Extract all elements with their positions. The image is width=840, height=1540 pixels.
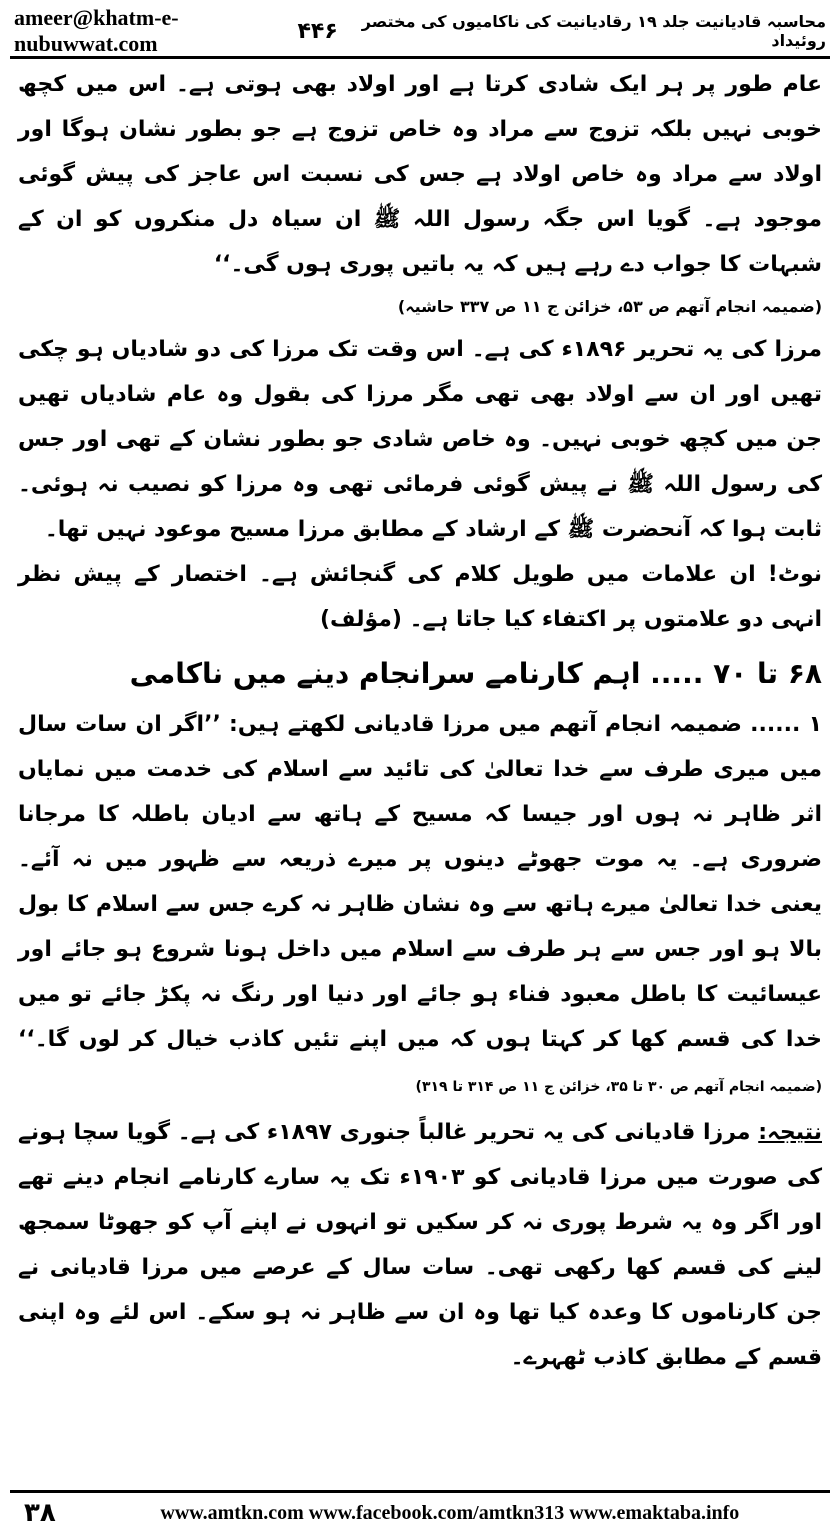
conclusion-text: مرزا قادیانی کی یہ تحریر غالباً جنوری ۱۸۹۷ء کی ہے۔ گویا سچا ہونے کی صورت میں مرزا قادیانی کو ۱۹۰۳ء تک یہ سارے کارنامے انجام دینے تھے اور اگر وہ یہ شرط پوری نہ کر سکیں تو انہوں نے اپنے آپ کو جھوٹا سمجھ لینے کی قسم کھا رکھی تھی۔ سات سال کے عرصے میں مرزا قادیانی نے جن کارناموں کا وعدہ کیا تھا وہ ان سے ظاہر نہ ہو سکے۔ اس لئے وہ اپنی قسم کے مطابق کاذب ٹھہرے۔ — [18, 1120, 822, 1370]
page-header — [14, 5, 826, 56]
footer-urls: www.amtkn.com www.facebook.com/amtkn313 www.emaktaba.info — [160, 1501, 740, 1524]
header-page-number: ۴۴۶ — [297, 18, 338, 44]
header-email: ameer@khatm-e-nubuwwat.com — [14, 5, 179, 56]
header-rule — [10, 56, 830, 59]
paragraph-2: مرزا کی یہ تحریر ۱۸۹۶ء کی ہے۔ اس وقت تک مرزا کی دو شادیاں ہو چکی تھیں اور ان سے اولاد بھی تھی مگر مرزا کی بقول وہ عام شادیاں تھیں جن میں کچھ خوبی نہیں۔ وہ خاص شادی جو بطور نشان کے تھی اور جس کی رسول اللہ ﷺ نے پیش گوئی فرمائی تھی وہ مرزا کو نصیب نہ ہوئی۔ ثابت ہوا کہ آنحضرت ﷺ کے ارشاد کے مطابق مرزا مسیح موعود نہیں تھا۔ — [18, 337, 822, 542]
note-paragraph: نوٹ! ان علامات میں طویل کلام کی گنجائش ہے۔ اختصار کے پیش نظر انہی دو علامتوں پر اکتفاء کیا جاتا ہے۔ (مؤلف) — [18, 562, 822, 632]
paragraph-quote — [18, 702, 822, 1110]
conclusion-label: نتیجہ: — [758, 1120, 822, 1145]
header-title: محاسبہ قادیانیت جلد ۱۹ رقادیانیت کی ناکامیوں کی مختصر روئیداد — [361, 12, 826, 50]
paragraph-1: عام طور پر ہر ایک شادی کرتا ہے اور اولاد بھی ہوتی ہے۔ اس میں کچھ خوبی نہیں بلکہ تزوج سے مراد وہ خاص تزوج ہے جو بطور نشان ہوگا اور اولاد سے مراد وہ خاص اولاد ہے جس کی نسبت اس عاجز کی پیش گوئی موجود ہے۔ گویا اس جگہ رسول اللہ ﷺ ان سیاہ دل منکروں کو ان کے شبہات کا جواب دے رہے ہیں کہ یہ باتیں پوری ہوں گی۔‘‘ — [18, 72, 822, 277]
section-heading: ۶۸ تا ۷۰ ..... اہم کارنامے سرانجام دینے میں ناکامی — [129, 657, 822, 690]
quote-text: ۱ ...... ضمیمہ انجام آتھم میں مرزا قادیانی لکھتے ہیں: ’’اگر ان سات سال میں میری طرف سے خدا تعالیٰ کی تائید سے اسلام کی خدمت میں نمایاں اثر ظاہر نہ ہوں اور جیسا کہ مسیح کے ہاتھ سے ادیان باطلہ کا مرجانا ضروری ہے۔ یہ موت جھوٹے دینوں پر میرے ذریعہ سے ظہور میں نہ آئے۔ یعنی خدا تعالیٰ میرے ہاتھ سے وہ نشان ظاہر نہ کرے جس سے اسلام کا بول بالا ہو اور جس سے ہر طرف سے اسلام میں داخل ہونا شروع ہو جائے اور عیسائیت کا باطل معبود فناء ہو جائے اور دنیا اور رنگ نہ پکڑ جائے تو میں خدا کی قسم کھا کر کہتا ہوں کہ میں اپنے تئیں کاذب خیال کر لوں گا۔‘‘ — [18, 712, 822, 1052]
reference-1: (ضمیمہ انجام آتھم ص ۵۳، خزائن ج ۱۱ ص ۳۳۷ حاشیہ) — [397, 297, 822, 316]
conclusion-paragraph — [18, 1110, 822, 1380]
page-footer — [10, 1490, 830, 1533]
header-title-group — [297, 12, 826, 50]
page-body — [18, 62, 822, 1380]
reference-2: (ضمیمہ انجام آتھم ص ۳۰ تا ۳۵، خزائن ج ۱۱ ص ۳۱۴ تا ۳۱۹) — [415, 1079, 822, 1095]
footer-page-number: ۳۸ — [24, 1498, 56, 1528]
